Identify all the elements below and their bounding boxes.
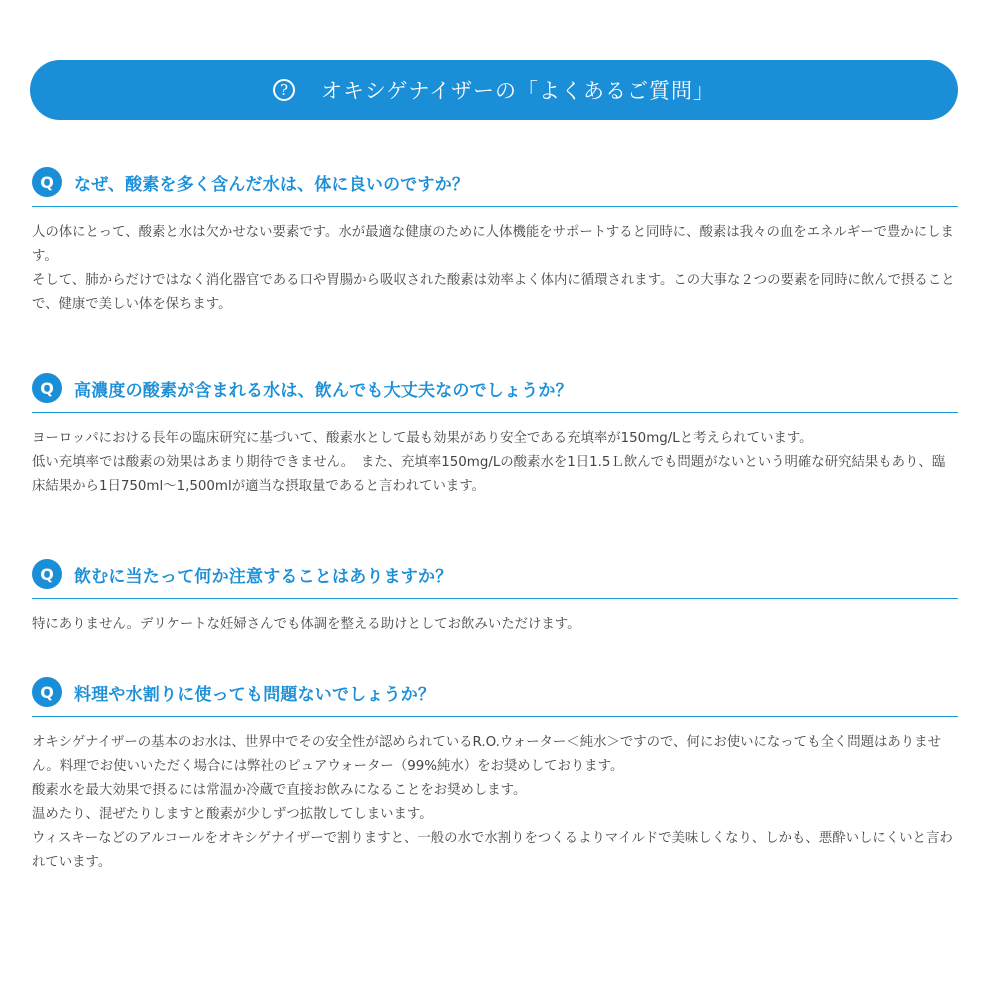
question-heading (32, 164, 958, 207)
q-badge-icon: Q (32, 677, 62, 707)
faq-item-4 (32, 674, 958, 875)
question-text: 高濃度の酸素が含まれる水は、飲んでも大丈夫なのでしょうか？ (74, 380, 573, 401)
question-text: 飲むに当たって何か注意することはありますか？ (74, 566, 453, 587)
faq-item-1 (32, 164, 958, 317)
answer-text (32, 427, 958, 499)
q-badge-icon: Q (32, 559, 62, 589)
answer-paragraph: 人の体にとって、酸素と水は欠かせない要素です。水が最適な健康のために人体機能をサポートすると同時に、酸素は我々の血をエネルギーで豊かにします。 (32, 225, 954, 264)
question-text: 料理や水割りに使っても問題ないでしょうか？ (74, 684, 436, 705)
answer-paragraph: ヨーロッパにおける長年の臨床研究に基づいて、酸素水として最も効果があり安全である充填率が150mg/Lと考えられています。 (32, 431, 813, 446)
question-circle-icon: ? (273, 79, 295, 101)
question-heading (32, 556, 958, 599)
faq-item-2 (32, 370, 958, 499)
answer-text (32, 221, 958, 317)
page-title: オキシゲナイザーの「よくあるご質問」 (321, 79, 715, 103)
answer-text (32, 613, 958, 637)
answer-paragraph: 酸素水を最大効果で摂るには常温か冷蔵で直接お飲みになることをお奨めします。 (32, 783, 527, 798)
answer-text (32, 731, 958, 875)
answer-paragraph: オキシゲナイザーの基本のお水は、世界中でその安全性が認められているR.O.ウォーター＜純水＞ですので、何にお使いになっても全く問題はありません。料理でお使いいただく場合には弊社のピュアウォーター（99%純水）をお奨めしております。 (32, 735, 941, 774)
answer-paragraph: 特にありません。デリケートな妊婦さんでも体調を整える助けとしてお飲みいただけます。 (32, 617, 581, 632)
faq-header-banner (30, 60, 958, 120)
answer-paragraph: 温めたり、混ぜたりしますと酸素が少しずつ拡散してしまいます。 (32, 807, 433, 822)
q-badge-icon: Q (32, 373, 62, 403)
q-badge-icon: Q (32, 167, 62, 197)
answer-paragraph: そして、肺からだけではなく消化器官である口や胃腸から吸収された酸素は効率よく体内に循環されます。この大事な２つの要素を同時に飲んで摂ることで、健康で美しい体を保ちます。 (32, 273, 955, 312)
faq-item-3 (32, 556, 958, 637)
answer-paragraph: ウィスキーなどのアルコールをオキシゲナイザーで割りますと、一般の水で水割りをつくるよりマイルドで美味しくなり、しかも、悪酔いしにくいと言われています。 (32, 831, 953, 870)
question-text: なぜ、酸素を多く含んだ水は、体に良いのですか？ (74, 174, 470, 195)
answer-paragraph: 低い充填率では酸素の効果はあまり期待できません。 また、充填率150mg/Lの酸素水を1日1.5Ｌ飲んでも問題がないという明確な研究結果もあり、臨床結果から1日750ml～1,500mlが適当な摂取量であると言われています。 (32, 455, 946, 494)
question-heading (32, 370, 958, 413)
question-heading (32, 674, 958, 717)
